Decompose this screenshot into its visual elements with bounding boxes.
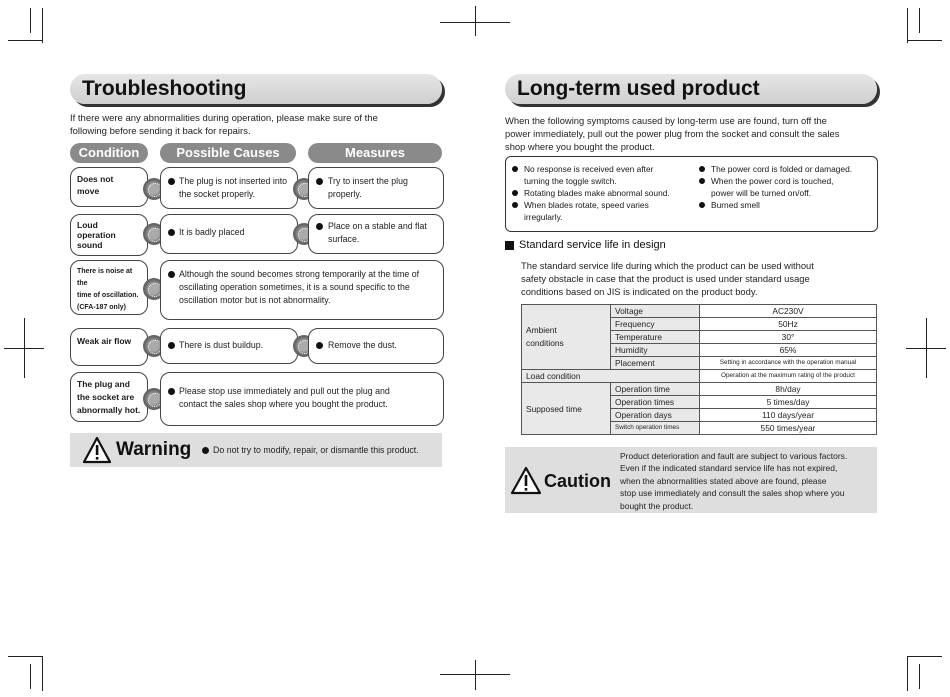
long-term-intro: When the following symptoms caused by long-term use are found, turn off the power immediately, pull out the power plug from the socket and consult the sales shop where you bought the product. [505,115,840,152]
bullet-icon [316,342,323,349]
spec-value: 65% [700,344,877,357]
spec-key: Voltage [611,305,700,318]
crop-mark [30,8,31,33]
bullet-icon [316,178,323,185]
troubleshooting-title-bar [70,74,442,104]
caution-triangle-icon [510,466,542,495]
spec-key: Operation times [611,396,700,409]
bullet-icon [168,178,175,185]
warning-label: Warning [116,439,192,460]
service-life-table [521,304,877,435]
bullet-icon [168,271,175,278]
crop-mark [907,40,942,41]
crop-mark [42,656,43,691]
bullet-icon [512,202,518,208]
spec-value: 50Hz [700,318,877,331]
condition-box: The plug and the socket are abnormally hot. [70,372,148,422]
square-bullet-icon [505,241,514,250]
spec-key: Humidity [611,344,700,357]
spec-value: 8h/day [700,383,877,396]
crop-mark [8,40,43,41]
crop-mark [919,8,920,33]
spec-key: Operation days [611,409,700,422]
condition-box: Weak air flow [70,328,148,366]
condition-box: Loud operation sound [70,214,148,256]
troubleshooting-intro: If there were any abnormalities during operation, please make sure of the following before sending it back for repairs. [70,113,378,137]
bullet-icon [512,166,518,172]
bullet-icon [202,447,209,454]
spec-value: 110 days/year [700,409,877,422]
bullet-icon [316,223,323,230]
spec-value: 5 times/day [700,396,877,409]
crop-mark [24,318,25,378]
crop-mark [907,656,908,691]
warning-triangle-icon [82,436,112,464]
cause-text: It is badly placed [179,227,245,237]
symptom-item: The power cord is folded or damaged. [699,163,874,175]
caution-label: Caution [544,471,611,491]
symptom-item: Burned smell [699,199,874,211]
cause-text: There is dust buildup. [179,340,264,350]
crop-mark [8,656,43,657]
bullet-icon [168,342,175,349]
cause-text: Please stop use immediately and pull out the plug and contact the sales shop where you bought the product. [179,386,390,409]
troubleshooting-title: Troubleshooting [82,77,247,100]
caution-text: Product deterioration and fault are subject to various factors. Even if the indicated standard service life has not expired, when the abnormalities stated above are found, please stop use immediately and consult the sales shop where you bought the product. [620,451,848,511]
crop-mark [907,8,908,43]
cause-text: The plug is not inserted into the socket properly. [179,176,288,199]
header-possible-causes: Possible Causes [160,143,296,163]
measure-text: Place on a stable and flat surface. [328,221,427,244]
bullet-icon [699,202,705,208]
condition-box: Does not move [70,167,148,207]
bullet-icon [512,190,518,196]
crop-mark [907,656,942,657]
header-measures: Measures [308,143,442,163]
spec-key: Operation time [611,383,700,396]
long-term-title-bar [505,74,877,104]
ambient-conditions-label: Ambient conditions [522,305,611,370]
condition-box: There is noise at the time of oscillation. (CFA-187 only) [70,260,148,315]
crop-mark [926,318,927,378]
long-term-title: Long-term used product [517,77,760,100]
spec-value: 30° [700,331,877,344]
load-condition-label: Load condition [522,370,700,383]
bullet-icon [699,178,705,184]
spec-value: Setting in accordance with the operation manual [700,357,877,370]
crop-mark [475,660,476,690]
crop-mark [475,6,476,36]
spec-key: Switch operation times [611,422,700,435]
spec-value: 550 times/year [700,422,877,435]
spec-value: AC230V [700,305,877,318]
load-condition-value: Operation at the maximum rating of the product [700,370,877,383]
spec-key: Temperature [611,331,700,344]
symptom-item: No response is received even after turning the toggle switch. [512,163,692,187]
measure-text: Try to insert the plug properly. [328,176,408,199]
spec-key: Placement [611,357,700,370]
crop-mark [30,664,31,689]
supposed-time-label: Supposed time [522,383,611,435]
crop-mark [42,8,43,43]
symptom-item: When blades rotate, speed varies irregularly. [512,199,692,223]
crop-mark [919,664,920,689]
service-life-intro: The standard service life during which the product can be used without safety obstacle in case that the product is used under standard usage conditions based on JIS is indicated on the product body. [521,260,814,297]
spec-key: Frequency [611,318,700,331]
bullet-icon [168,229,175,236]
bullet-icon [168,388,175,395]
bullet-icon [699,166,705,172]
service-life-heading: Standard service life in design [519,239,666,251]
warning-text: Do not try to modify, repair, or dismantle this product. [213,445,419,455]
header-condition: Condition [70,143,148,163]
measure-text: Remove the dust. [328,340,397,350]
symptom-item: Rotating blades make abnormal sound. [512,187,692,199]
symptom-item: When the power cord is touched, power will be turned on/off. [699,175,874,199]
cause-text: Although the sound becomes strong temporarily at the time of oscillating operation sometimes, it is a sound specific to the oscillation motor but is not abnormality. [179,269,420,305]
